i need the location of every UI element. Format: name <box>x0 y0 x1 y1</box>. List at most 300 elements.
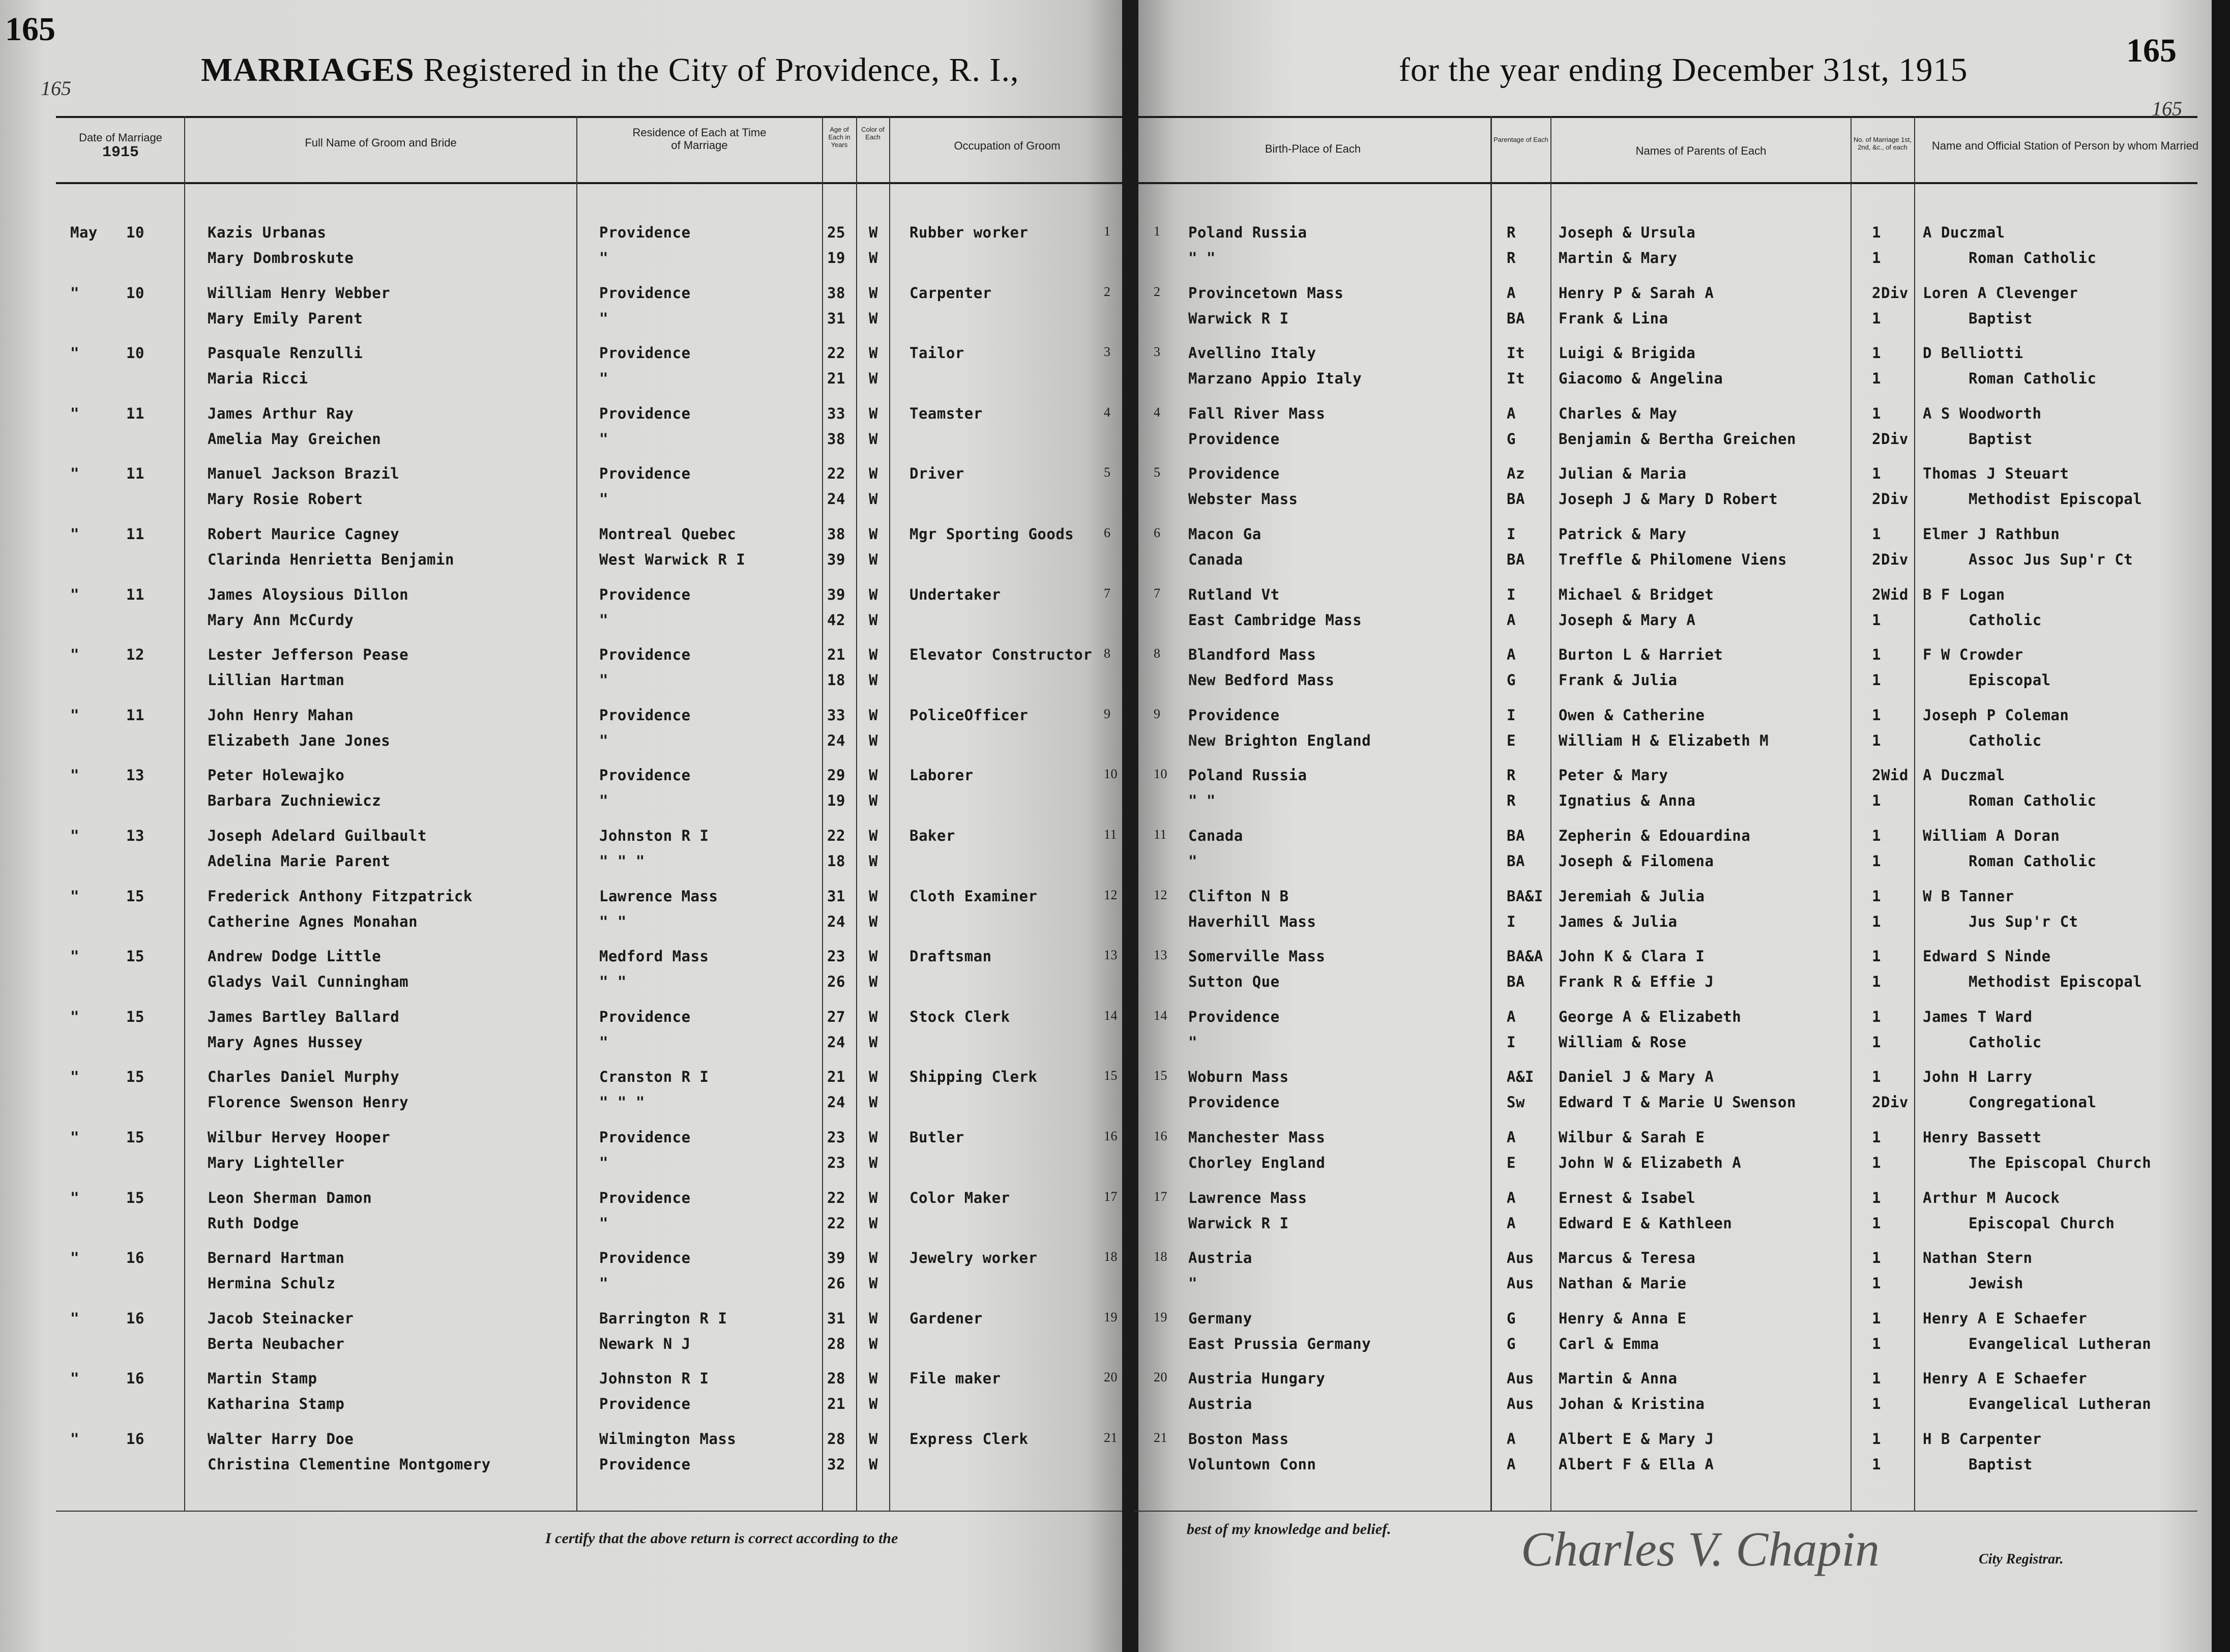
entry-off-2: Evangelical Lutheran <box>1969 1335 2152 1352</box>
entry-occ: Gardener <box>909 1309 983 1327</box>
entry-age-b: 32 <box>827 1456 845 1473</box>
entry-no: 12 <box>1104 887 1118 902</box>
entry-mn-g: 1 <box>1872 224 1881 241</box>
entry-groom: Andrew Dodge Little <box>208 948 382 965</box>
entry-bride: Maria Ricci <box>208 370 308 388</box>
entry-age-g: 21 <box>827 646 845 664</box>
entry-off-2: Roman Catholic <box>1969 370 2097 388</box>
entry-bp-b: Voluntown Conn <box>1188 1456 1316 1473</box>
col-rule <box>889 116 890 1511</box>
col-rule <box>822 116 823 1511</box>
entry-par-b: G <box>1507 430 1516 448</box>
entry-number-right: 9 <box>1154 706 1161 721</box>
entry-res-b: " <box>599 792 608 810</box>
entry-pn-g: Peter & Mary <box>1559 766 1668 784</box>
entry-bp-b: Providence <box>1188 1094 1280 1111</box>
entry-off-1: Nathan Stern <box>1923 1249 2033 1267</box>
entry-number-right: 19 <box>1154 1309 1167 1324</box>
entry-mn-g: 1 <box>1872 1370 1881 1388</box>
entry-res-g: Providence <box>599 344 691 362</box>
entry-age-b: 19 <box>827 792 845 810</box>
entry-col-g: W <box>869 465 878 483</box>
entry-no: 6 <box>1104 525 1111 540</box>
entry-pn-b: William & Rose <box>1559 1033 1687 1051</box>
entry-off-2: Methodist Episcopal <box>1969 973 2143 991</box>
entry-col-b: W <box>869 1033 878 1051</box>
entry-month: " <box>70 706 79 724</box>
entry-mn-g: 1 <box>1872 1249 1881 1267</box>
entry-mn-b: 1 <box>1872 370 1881 388</box>
entry-off-2: Episcopal Church <box>1969 1214 2115 1232</box>
entry-pn-b: William H & Elizabeth M <box>1559 731 1769 749</box>
header-bottom-rule <box>56 182 1122 184</box>
entry-occ: Express Clerk <box>909 1430 1029 1448</box>
entry-off-2: Jus Sup'r Ct <box>1969 912 2078 930</box>
page-title <box>201 51 1019 90</box>
entry-number-right: 14 <box>1154 1008 1167 1023</box>
entry-res-b: " <box>599 1033 608 1051</box>
entry-no: 16 <box>1104 1129 1118 1143</box>
entry-occ: Driver <box>909 465 964 483</box>
entry-res-b: " " <box>599 912 627 930</box>
entry-age-b: 18 <box>827 671 845 689</box>
entry-col-g: W <box>869 1008 878 1025</box>
entry-day: 15 <box>126 1008 144 1025</box>
entry-col-g: W <box>869 525 878 543</box>
entry-col-b: W <box>869 611 878 629</box>
entry-par-b: BA <box>1507 309 1525 327</box>
entry-bride: Adelina Marie Parent <box>208 852 391 870</box>
entry-par-b: BA <box>1507 551 1525 568</box>
entry-pn-g: Wilbur & Sarah E <box>1559 1129 1705 1146</box>
entry-res-g: Barrington R I <box>599 1309 727 1327</box>
entry-groom: William Henry Webber <box>208 284 391 302</box>
col-rule <box>1851 116 1852 1511</box>
entry-pn-b: Carl & Emma <box>1559 1335 1659 1352</box>
entry-no: 3 <box>1104 344 1111 360</box>
header-date <box>57 131 184 162</box>
entry-age-b: 24 <box>827 1094 845 1111</box>
entry-bride: Mary Lighteller <box>208 1154 345 1171</box>
entry-number-right: 11 <box>1154 827 1167 842</box>
entry-pn-b: Frank R & Effie J <box>1559 973 1714 991</box>
entry-mn-b: 1 <box>1872 1456 1881 1473</box>
entry-off-2: Catholic <box>1969 731 2042 749</box>
entry-age-b: 42 <box>827 611 845 629</box>
col-rule <box>1914 116 1915 1511</box>
entry-par-b: Aus <box>1507 1275 1534 1292</box>
entry-col-g: W <box>869 1430 878 1448</box>
entry-groom: John Henry Mahan <box>208 706 354 724</box>
header-marriage-number: No. of Marriage 1st, 2nd, &c., of each <box>1853 136 1912 151</box>
entry-age-g: 31 <box>827 887 845 905</box>
entry-no: 11 <box>1104 827 1118 842</box>
page-number-right: 165 <box>2126 32 2177 69</box>
entry-bp-b: East Prussia Germany <box>1188 1335 1371 1352</box>
entry-res-g: Lawrence Mass <box>599 887 718 905</box>
entry-number-right: 12 <box>1154 887 1167 902</box>
entry-no: 20 <box>1104 1370 1118 1385</box>
entry-col-b: W <box>869 1094 878 1111</box>
entry-no: 2 <box>1104 284 1111 299</box>
entry-pn-g: Marcus & Teresa <box>1559 1249 1696 1267</box>
entry-off-2: Baptist <box>1969 309 2033 327</box>
entry-pn-g: Burton L & Harriet <box>1559 646 1723 664</box>
entry-age-g: 23 <box>827 1129 845 1146</box>
entry-bp-g: Providence <box>1188 706 1280 724</box>
entry-bride: Hermina Schulz <box>208 1275 336 1292</box>
entry-col-g: W <box>869 948 878 965</box>
entry-bp-g: Lawrence Mass <box>1188 1189 1307 1206</box>
entry-occ: Teamster <box>909 404 983 422</box>
entry-occ: Carpenter <box>909 284 992 302</box>
entry-res-b: " " " <box>599 1094 645 1111</box>
entry-col-g: W <box>869 1249 878 1267</box>
entry-age-b: 28 <box>827 1335 845 1352</box>
entry-bp-b: East Cambridge Mass <box>1188 611 1362 629</box>
entry-res-b: " <box>599 249 608 267</box>
entry-number-right: 21 <box>1154 1430 1167 1445</box>
entry-bp-b: Webster Mass <box>1188 490 1298 508</box>
certification-left: I certify that the above return is correct according to the <box>545 1530 898 1547</box>
entry-age-g: 33 <box>827 706 845 724</box>
header-parents: Names of Parents of Each <box>1635 144 1767 157</box>
page-edge <box>2212 0 2230 1652</box>
entry-par-b: BA <box>1507 973 1525 991</box>
entry-groom: Jacob Steinacker <box>208 1309 354 1327</box>
entry-day: 12 <box>126 646 144 664</box>
entry-off-2: Episcopal <box>1969 671 2051 689</box>
entry-off-1: D Belliotti <box>1923 344 2023 362</box>
entry-pn-g: Joseph & Ursula <box>1559 224 1696 241</box>
entry-mn-b: 1 <box>1872 249 1881 267</box>
entry-col-g: W <box>869 1068 878 1086</box>
entry-occ: Mgr Sporting Goods <box>909 525 1074 543</box>
entry-groom: Robert Maurice Cagney <box>208 525 400 543</box>
entry-month: " <box>70 525 79 543</box>
entry-col-g: W <box>869 585 878 603</box>
entry-par-g: It <box>1507 344 1525 362</box>
entry-bride: Mary Dombroskute <box>208 249 354 267</box>
entry-groom: Walter Harry Doe <box>208 1430 354 1448</box>
entry-off-1: Thomas J Steuart <box>1923 465 2069 483</box>
title-registered: Registered in the City of Providence, R. I., <box>423 51 1019 88</box>
entry-off-2: Assoc Jus Sup'r Ct <box>1969 551 2133 568</box>
entry-bp-g: Canada <box>1188 827 1243 844</box>
entry-mn-b: 1 <box>1872 611 1881 629</box>
entry-age-g: 22 <box>827 344 845 362</box>
entry-par-g: A <box>1507 1430 1516 1448</box>
entry-mn-b: 2Div <box>1872 490 1909 508</box>
entry-mn-g: 2Wid <box>1872 766 1909 784</box>
header-date-year: 1915 <box>102 144 139 162</box>
entry-bride: Catherine Agnes Monahan <box>208 912 418 930</box>
entry-age-g: 22 <box>827 827 845 844</box>
entry-res-b: " <box>599 731 608 749</box>
entry-day: 11 <box>126 404 144 422</box>
entry-age-b: 21 <box>827 1395 845 1413</box>
entry-day: 11 <box>126 706 144 724</box>
entry-par-b: A <box>1507 611 1516 629</box>
entry-mn-g: 1 <box>1872 1309 1881 1327</box>
entry-off-1: A Duczmal <box>1923 224 2005 241</box>
entry-no: 8 <box>1104 646 1111 661</box>
entry-pn-b: Giacomo & Angelina <box>1559 370 1723 388</box>
entry-pn-b: James & Julia <box>1559 912 1678 930</box>
entry-number-right: 16 <box>1154 1129 1167 1143</box>
entry-occ: PoliceOfficer <box>909 706 1029 724</box>
entry-number-right: 5 <box>1154 465 1161 480</box>
entry-col-b: W <box>869 249 878 267</box>
entry-occ: Laborer <box>909 766 974 784</box>
entry-mn-b: 2Div <box>1872 1094 1909 1111</box>
entry-pn-b: John W & Elizabeth A <box>1559 1154 1742 1171</box>
entry-bp-b: Warwick R I <box>1188 309 1289 327</box>
entry-res-g: Providence <box>599 1129 691 1146</box>
entry-mn-g: 1 <box>1872 1430 1881 1448</box>
entry-res-b: " <box>599 309 608 327</box>
entry-mn-b: 1 <box>1872 1154 1881 1171</box>
entry-mn-b: 1 <box>1872 309 1881 327</box>
entry-res-b: " <box>599 490 608 508</box>
entry-bp-g: Blandford Mass <box>1188 646 1316 664</box>
entry-pn-g: Albert E & Mary J <box>1559 1430 1714 1448</box>
entry-col-b: W <box>869 1214 878 1232</box>
entry-bp-g: Austria <box>1188 1249 1252 1267</box>
entry-month: " <box>70 1430 79 1448</box>
entry-par-b: It <box>1507 370 1525 388</box>
entry-off-1: Henry A E Schaefer <box>1923 1309 2088 1327</box>
entry-off-1: F W Crowder <box>1923 646 2023 664</box>
entry-mn-g: 1 <box>1872 404 1881 422</box>
entry-col-g: W <box>869 766 878 784</box>
col-rule <box>576 116 577 1511</box>
entry-mn-g: 1 <box>1872 465 1881 483</box>
entry-day: 15 <box>126 1068 144 1086</box>
entry-no: 15 <box>1104 1068 1118 1083</box>
entry-mn-b: 1 <box>1872 852 1881 870</box>
entry-age-b: 39 <box>827 551 845 568</box>
entry-off-2: Congregational <box>1969 1094 2097 1111</box>
entry-day: 16 <box>126 1309 144 1327</box>
entry-pn-g: Daniel J & Mary A <box>1559 1068 1714 1086</box>
entry-month: " <box>70 827 79 844</box>
entry-mn-g: 1 <box>1872 1068 1881 1086</box>
entry-pn-g: Henry & Anna E <box>1559 1309 1687 1327</box>
entry-res-b: " <box>599 671 608 689</box>
entry-res-b: Providence <box>599 1395 691 1413</box>
entry-pn-b: Albert F & Ella A <box>1559 1456 1714 1473</box>
entry-pn-g: John K & Clara I <box>1559 948 1705 965</box>
entry-par-g: G <box>1507 1309 1516 1327</box>
entry-age-b: 38 <box>827 430 845 448</box>
entry-no: 7 <box>1104 585 1111 601</box>
entry-number-right: 10 <box>1154 766 1167 782</box>
entry-groom: Peter Holewajko <box>208 766 345 784</box>
entry-age-g: 39 <box>827 1249 845 1267</box>
col-rule <box>184 116 185 1511</box>
entry-occ: Shipping Clerk <box>909 1068 1038 1086</box>
entry-mn-g: 1 <box>1872 827 1881 844</box>
entry-no: 17 <box>1104 1189 1118 1204</box>
entry-par-b: A <box>1507 1214 1516 1232</box>
entry-bp-b: Warwick R I <box>1188 1214 1289 1232</box>
entry-no: 4 <box>1104 404 1111 420</box>
entry-groom: James Aloysious Dillon <box>208 585 409 603</box>
entry-pn-g: Julian & Maria <box>1559 465 1687 483</box>
entry-res-b: Providence <box>599 1456 691 1473</box>
entry-no: 5 <box>1104 465 1111 480</box>
entry-pn-g: Ernest & Isabel <box>1559 1189 1696 1206</box>
entry-bride: Christina Clementine Montgomery <box>208 1456 491 1473</box>
entry-pn-b: Joseph & Mary A <box>1559 611 1696 629</box>
entry-col-g: W <box>869 404 878 422</box>
entry-bp-b: Haverhill Mass <box>1188 912 1316 930</box>
entry-par-b: BA <box>1507 852 1525 870</box>
entry-bp-g: Manchester Mass <box>1188 1129 1326 1146</box>
entry-bride: Mary Rosie Robert <box>208 490 363 508</box>
entry-par-g: A <box>1507 1008 1516 1025</box>
entry-mn-g: 2Div <box>1872 284 1909 302</box>
entry-off-2: Catholic <box>1969 611 2042 629</box>
entry-mn-g: 1 <box>1872 948 1881 965</box>
entry-number-right: 20 <box>1154 1370 1167 1385</box>
entry-pn-b: Joseph & Filomena <box>1559 852 1714 870</box>
registrar-signature: Charles V. Chapin <box>1521 1522 1880 1576</box>
entry-age-g: 28 <box>827 1430 845 1448</box>
entry-res-g: Providence <box>599 1249 691 1267</box>
entry-month: " <box>70 887 79 905</box>
entry-bride: Mary Emily Parent <box>208 309 363 327</box>
entry-pn-g: Charles & May <box>1559 404 1678 422</box>
entry-bp-b: Canada <box>1188 551 1243 568</box>
entry-res-g: Providence <box>599 284 691 302</box>
entry-occ: Jewelry worker <box>909 1249 1038 1267</box>
entry-col-b: W <box>869 671 878 689</box>
entry-bp-g: Boston Mass <box>1188 1430 1289 1448</box>
entry-par-g: BA&I <box>1507 887 1543 905</box>
header-officiant: Name and Official Station of Person by whom Married <box>1931 139 2199 152</box>
entry-bp-b: New Brighton England <box>1188 731 1371 749</box>
entry-par-g: Aus <box>1507 1249 1534 1267</box>
entry-bp-g: Austria Hungary <box>1188 1370 1326 1388</box>
entry-off-2: The Episcopal Church <box>1969 1154 2152 1171</box>
entry-day: 15 <box>126 887 144 905</box>
entry-col-b: W <box>869 309 878 327</box>
entry-day: 10 <box>126 224 144 241</box>
entry-par-b: BA <box>1507 490 1525 508</box>
entry-res-g: Providence <box>599 1189 691 1206</box>
entry-off-2: Baptist <box>1969 430 2033 448</box>
entry-off-2: Catholic <box>1969 1033 2042 1051</box>
registrar-title: City Registrar. <box>1979 1551 2064 1567</box>
entry-month: " <box>70 646 79 664</box>
header-occupation: Occupation of Groom <box>954 139 1061 152</box>
entry-par-b: Sw <box>1507 1094 1525 1111</box>
entry-day: 16 <box>126 1370 144 1388</box>
entry-par-g: R <box>1507 766 1516 784</box>
entry-month: " <box>70 1068 79 1086</box>
entry-month: May <box>70 224 98 241</box>
entry-number-right: 8 <box>1154 646 1161 661</box>
entry-mn-g: 1 <box>1872 344 1881 362</box>
entry-col-g: W <box>869 1309 878 1327</box>
entry-age-b: 24 <box>827 1033 845 1051</box>
entry-col-b: W <box>869 852 878 870</box>
entry-col-b: W <box>869 1395 878 1413</box>
entry-bride: Amelia May Greichen <box>208 430 382 448</box>
entry-bp-g: Poland Russia <box>1188 766 1307 784</box>
entry-number-right: 17 <box>1154 1189 1167 1204</box>
entry-mn-b: 2Div <box>1872 551 1909 568</box>
entry-col-b: W <box>869 490 878 508</box>
entry-bride: Barbara Zuchniewicz <box>208 792 382 810</box>
entry-col-b: W <box>869 731 878 749</box>
handwritten-number-left: 165 <box>41 77 71 100</box>
entry-bride: Florence Swenson Henry <box>208 1094 409 1111</box>
entry-mn-b: 1 <box>1872 1214 1881 1232</box>
entry-col-g: W <box>869 1370 878 1388</box>
entry-res-g: Providence <box>599 465 691 483</box>
entry-age-b: 23 <box>827 1154 845 1171</box>
entry-occ: Cloth Examiner <box>909 887 1038 905</box>
entry-groom: Joseph Adelard Guilbault <box>208 827 427 844</box>
entry-bride: Gladys Vail Cunningham <box>208 973 409 991</box>
entry-mn-b: 1 <box>1872 731 1881 749</box>
entry-pn-b: Benjamin & Bertha Greichen <box>1559 430 1796 448</box>
entry-bp-b: " " <box>1188 249 1216 267</box>
entry-col-b: W <box>869 912 878 930</box>
entry-no: 1 <box>1104 224 1111 239</box>
entry-mn-g: 1 <box>1872 706 1881 724</box>
entry-res-b: " <box>599 1154 608 1171</box>
entry-mn-b: 1 <box>1872 792 1881 810</box>
entry-number-right: 15 <box>1154 1068 1167 1083</box>
entry-pn-b: Treffle & Philomene Viens <box>1559 551 1787 568</box>
entry-bp-g: Rutland Vt <box>1188 585 1280 603</box>
entry-no: 9 <box>1104 706 1111 721</box>
entry-par-b: E <box>1507 1154 1516 1171</box>
entry-day: 11 <box>126 585 144 603</box>
handwritten-number-right: 165 <box>2152 97 2182 120</box>
entry-day: 11 <box>126 525 144 543</box>
entry-par-g: Az <box>1507 465 1525 483</box>
entry-age-b: 22 <box>827 1214 845 1232</box>
entry-col-b: W <box>869 430 878 448</box>
entry-month: " <box>70 1008 79 1025</box>
entry-bp-g: Germany <box>1188 1309 1252 1327</box>
entry-age-b: 24 <box>827 731 845 749</box>
entry-age-b: 31 <box>827 309 845 327</box>
entry-pn-g: Owen & Catherine <box>1559 706 1705 724</box>
entry-pn-g: Martin & Anna <box>1559 1370 1678 1388</box>
entry-mn-b: 1 <box>1872 1335 1881 1352</box>
entry-number-right: 18 <box>1154 1249 1167 1264</box>
entry-occ: File maker <box>909 1370 1001 1388</box>
entry-bp-g: Woburn Mass <box>1188 1068 1289 1086</box>
entry-col-g: W <box>869 646 878 664</box>
entry-bp-b: " <box>1188 1033 1197 1051</box>
entry-month: " <box>70 1249 79 1267</box>
entry-day: 10 <box>126 284 144 302</box>
entry-occ: Draftsman <box>909 948 992 965</box>
entry-number-right: 7 <box>1154 585 1161 601</box>
entry-age-g: 22 <box>827 1189 845 1206</box>
entry-col-g: W <box>869 224 878 241</box>
table-bottom-rule <box>56 1511 1122 1512</box>
entry-res-g: Providence <box>599 1008 691 1025</box>
entry-bp-b: " <box>1188 1275 1197 1292</box>
